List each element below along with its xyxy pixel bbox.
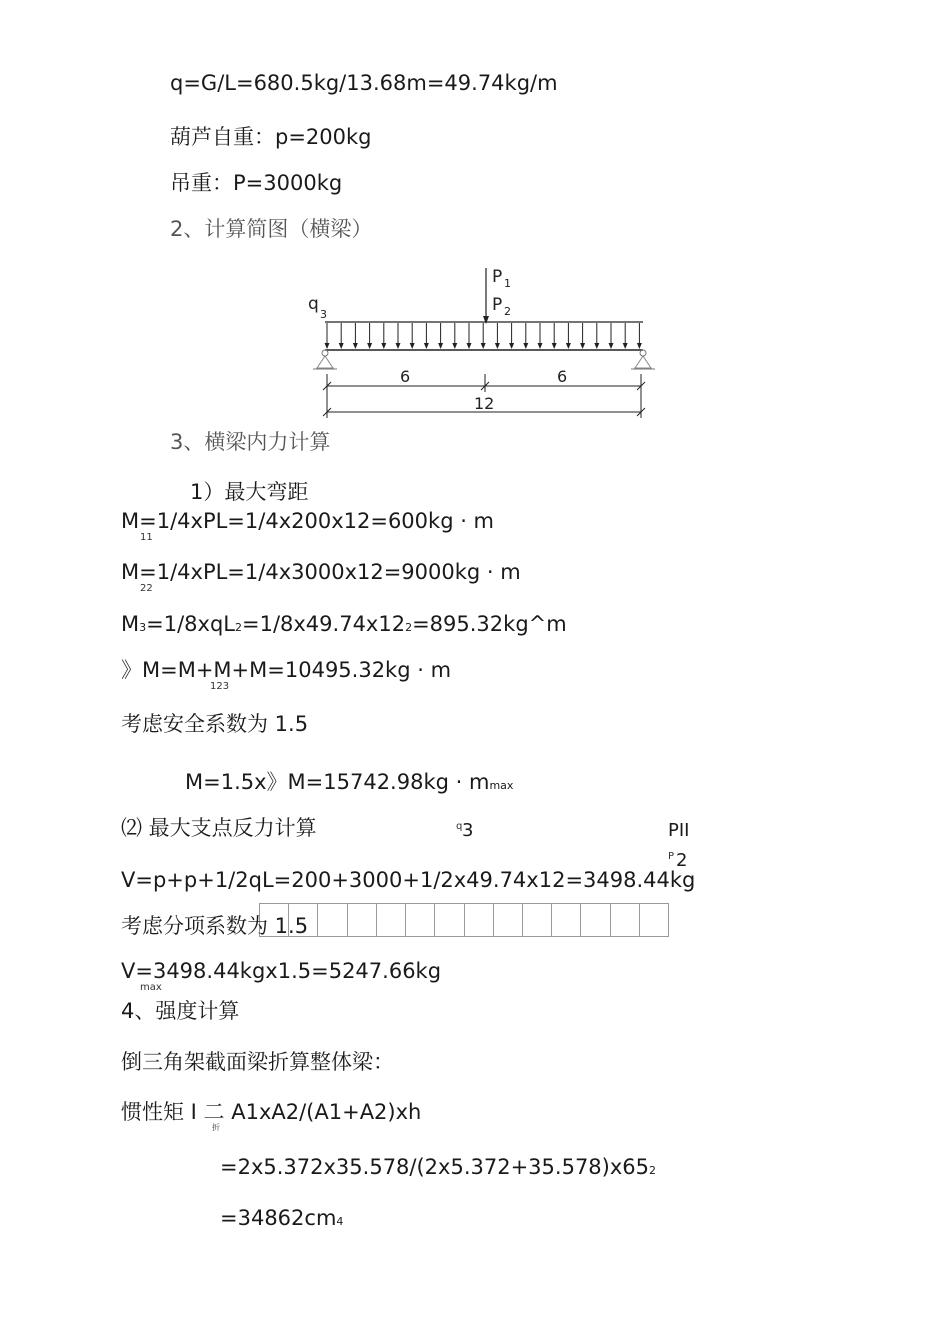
inertia-subscript: 折: [212, 1123, 220, 1132]
load-arrow-head: [552, 343, 557, 349]
load-arrow-head: [580, 343, 585, 349]
hoist-weight: 葫芦自重：p=200kg: [170, 125, 372, 149]
load-arrow-head: [396, 343, 401, 349]
distributed-load-arrows: [325, 323, 642, 349]
stray-p: P: [668, 851, 675, 862]
stray-q: q: [456, 821, 463, 832]
load-arrow-head: [609, 343, 614, 349]
load-arrow-head: [495, 343, 500, 349]
max-moment: M=1.5x》M=15742.98kg · mmax: [185, 770, 514, 794]
load-arrow-head: [523, 343, 528, 349]
beam-conversion: 倒三角架截面梁折算整体梁：: [121, 1050, 394, 1074]
stray-pii: PII: [668, 820, 690, 841]
m1-subscript: 11: [140, 532, 153, 543]
load-arrow-head: [438, 343, 443, 349]
max-reaction: V=3498.44kgx1.5=5247.66kg: [121, 959, 442, 983]
p1-label: P: [492, 267, 503, 287]
load-arrow-head: [452, 343, 457, 349]
support-reaction-formula: V=p+p+1/2qL=200+3000+1/2x49.74x12=3498.44kg: [121, 868, 696, 892]
load-arrow-head: [353, 343, 358, 349]
right-support-icon: [631, 350, 655, 369]
max-reaction-subscript: max: [140, 982, 162, 993]
partial-factor: 考虑分项系数为 1.5: [121, 914, 309, 938]
load-arrow-head: [381, 343, 386, 349]
inertia-result: =34862cm4: [220, 1206, 344, 1230]
load-arrow-head: [481, 343, 486, 349]
beam-diagram: [300, 262, 660, 422]
stray-3: 3: [462, 820, 474, 841]
load-arrow-head: [538, 343, 543, 349]
load-arrow-head: [339, 343, 344, 349]
inertia-calculation: =2x5.372x35.578/(2x5.372+35.578)x652: [220, 1155, 657, 1179]
span-left-label: 6: [400, 367, 411, 386]
load-arrow-head: [637, 343, 642, 349]
load-arrow-head: [424, 343, 429, 349]
moment-sum-subscript: 123: [210, 681, 230, 692]
m3-formula: M3=1/8xqL2=1/8x49.74x122=895.32kg^m: [121, 612, 567, 636]
stray-2: 2: [676, 850, 688, 871]
load-arrow-head: [410, 343, 415, 349]
section-2-heading: 2、计算简图（横梁）: [170, 217, 373, 241]
load-arrow-head: [467, 343, 472, 349]
subsection-2-heading: ⑵ 最大支点反力计算: [121, 816, 317, 840]
p1-subscript: 1: [504, 277, 511, 290]
q-label: q: [308, 294, 319, 314]
p2-label: P: [492, 295, 503, 315]
load-arrow-head: [325, 343, 330, 349]
safety-factor: 考虑安全系数为 1.5: [121, 712, 309, 736]
span-total-label: 12: [474, 394, 495, 413]
p2-subscript: 2: [504, 305, 511, 318]
load-arrow-head: [594, 343, 599, 349]
q-formula: q=G/L=680.5kg/13.68m=49.74kg/m: [170, 71, 558, 95]
load-arrow-head: [367, 343, 372, 349]
load-arrow-head: [509, 343, 514, 349]
m2-formula: M=1/4xPL=1/4x3000x12=9000kg · m: [121, 560, 521, 584]
load-arrow-head: [566, 343, 571, 349]
left-support-icon: [313, 350, 337, 369]
section-3-heading: 3、横梁内力计算: [170, 430, 331, 454]
inertia-formula: 惯性矩 I 二 A1xA2/(A1+A2)xh: [121, 1100, 422, 1124]
load-arrow-head: [623, 343, 628, 349]
subsection-1-heading: 1）最大弯距: [190, 480, 309, 504]
m1-formula: M=1/4xPL=1/4x200x12=600kg · m: [121, 509, 495, 533]
m2-subscript: 22: [140, 583, 153, 594]
span-right-label: 6: [557, 367, 568, 386]
q-subscript: 3: [320, 308, 327, 321]
section-4-heading: 4、强度计算: [121, 999, 240, 1023]
moment-sum: 》M=M+M+M=10495.32kg · m: [121, 658, 452, 682]
faint-grid: [259, 903, 669, 937]
lift-weight: 吊重：P=3000kg: [170, 171, 343, 195]
